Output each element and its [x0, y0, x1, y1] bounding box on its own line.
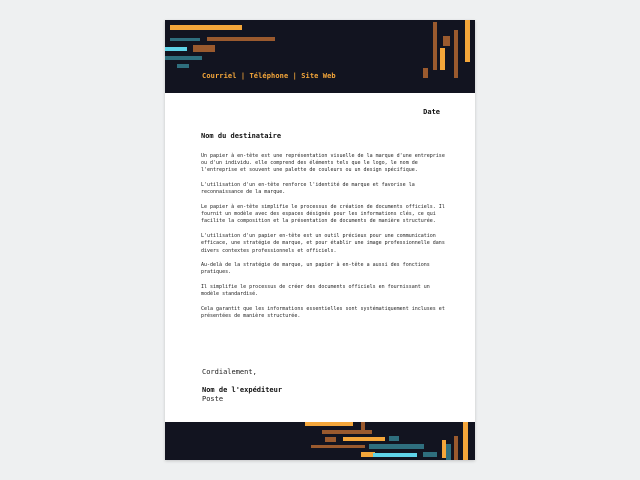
decor-bar: [165, 47, 187, 51]
decor-bar: [465, 20, 470, 62]
decor-bar: [454, 436, 458, 460]
body-paragraph: Cela garantit que les informations essentielles sont systématiquement incluses et présentées de manière structurée.: [201, 306, 445, 320]
recipient-name: Nom du destinataire: [201, 132, 282, 140]
decor-bar: [165, 56, 202, 60]
letterhead-page: [165, 20, 475, 460]
closing-line: Cordialement,: [202, 368, 257, 376]
decor-bar: [177, 64, 189, 68]
decor-bar: [454, 30, 458, 78]
decor-bar: [325, 437, 336, 442]
decor-bar: [463, 422, 468, 460]
sender-name: Nom de l'expéditeur: [202, 386, 283, 394]
decor-bar: [343, 437, 385, 441]
letter-body: [201, 153, 446, 328]
body-paragraph: Le papier à en-tête simplifie le processus de création de documents officiels. Il fournit un modèle avec des espaces désignés pour les informations clés, ce qui facilite la composition et la présentation de documents de manière structurée.: [201, 204, 445, 225]
decor-bar: [423, 452, 437, 457]
decor-bar: [443, 36, 450, 46]
body-paragraph: Au-delà de la stratégie de marque, un papier à en-tête a aussi des fonctions pratiques.: [201, 262, 430, 276]
decor-bar: [440, 48, 445, 70]
decor-bar: [305, 422, 353, 426]
decor-bar: [373, 453, 417, 457]
contact-line: Courriel | Téléphone | Site Web: [202, 72, 336, 80]
decor-bar: [170, 38, 200, 41]
decor-bar: [170, 25, 242, 30]
decor-bar: [369, 444, 424, 449]
decor-bar: [193, 45, 215, 52]
body-paragraph: L'utilisation d'un en-tête renforce l'identité de marque et favorise la reconnaissance de la marque.: [201, 182, 415, 196]
decor-bar: [446, 444, 451, 460]
decor-bar: [433, 22, 437, 70]
decor-bar: [322, 430, 372, 434]
body-paragraph: Un papier à en-tête est une représentation visuelle de la marque d'une entreprise ou d'un individu. elle comprend des éléments tels que le logo, le nom de l'entreprise et souvent une palette de couleurs ou un design spécifique.: [201, 153, 445, 174]
decor-bar: [389, 436, 399, 441]
letterhead-footer: [165, 422, 475, 460]
body-paragraph: L'utilisation d'un papier en-tête est un outil précieux pour une communication efficace, une stratégie de marque, et pour établir une image professionnelle dans divers contextes professionnels et officiels.: [201, 233, 445, 254]
decor-bar: [311, 445, 365, 448]
decor-bar: [423, 68, 428, 78]
letterhead-header: [165, 20, 475, 93]
decor-bar: [207, 37, 275, 41]
letter-date: Date: [423, 108, 440, 116]
sender-title: Poste: [202, 395, 224, 403]
body-paragraph: Il simplifie le processus de créer des documents officiels en fournissant un modèle standardisé.: [201, 284, 430, 298]
